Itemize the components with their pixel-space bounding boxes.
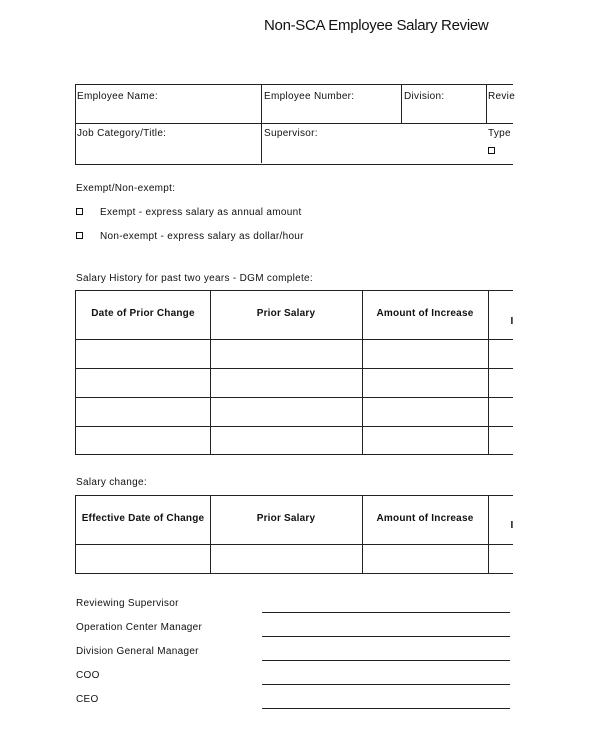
col-header-amount-increase: Amount of Increase bbox=[376, 308, 474, 319]
row-divider bbox=[76, 339, 513, 340]
exempt-heading: Exempt/Non-exempt: bbox=[76, 183, 176, 194]
grid-divider bbox=[401, 85, 402, 123]
signature-line[interactable] bbox=[262, 612, 510, 613]
row-divider bbox=[76, 368, 513, 369]
signature-label-reviewing-supervisor: Reviewing Supervisor bbox=[76, 598, 179, 609]
salary-change-heading: Salary change: bbox=[76, 477, 147, 488]
signature-label-division-general-manager: Division General Manager bbox=[76, 646, 199, 657]
signature-label-ceo: CEO bbox=[76, 694, 99, 705]
job-category-label: Job Category/Title: bbox=[77, 128, 167, 139]
col-header-prior-salary: Prior Salary bbox=[256, 513, 316, 524]
exempt-checkbox[interactable] bbox=[76, 208, 83, 215]
page-title: Non-SCA Employee Salary Review bbox=[264, 17, 489, 34]
employee-name-label: Employee Name: bbox=[77, 91, 158, 102]
signature-line[interactable] bbox=[262, 636, 510, 637]
salary-history-heading: Salary History for past two years - DGM complete: bbox=[76, 273, 313, 284]
signature-line[interactable] bbox=[262, 660, 510, 661]
employee-number-label: Employee Number: bbox=[264, 91, 355, 102]
col-header-effective-date: Effective Date of Change bbox=[81, 513, 205, 524]
division-label: Division: bbox=[404, 91, 445, 102]
row-divider bbox=[76, 573, 513, 574]
grid-divider bbox=[76, 123, 513, 124]
row-divider bbox=[76, 426, 513, 427]
col-header-date-prior-change: Date of Prior Change bbox=[91, 308, 195, 319]
exempt-option-label: Exempt - express salary as annual amount bbox=[100, 207, 302, 218]
col-header-amount-increase: Amount of Increase bbox=[376, 513, 474, 524]
salary-change-table bbox=[75, 495, 513, 574]
row-divider bbox=[76, 397, 513, 398]
grid-divider bbox=[486, 85, 487, 123]
col-divider bbox=[488, 291, 489, 455]
col-divider bbox=[362, 496, 363, 574]
col-divider bbox=[488, 496, 489, 574]
col-header-truncated: I bbox=[510, 316, 514, 327]
row-divider bbox=[76, 544, 513, 545]
row-divider bbox=[76, 454, 513, 455]
signature-line[interactable] bbox=[262, 708, 510, 709]
col-divider bbox=[210, 496, 211, 574]
grid-divider bbox=[261, 85, 262, 163]
review-label: Revie bbox=[488, 91, 516, 102]
signature-line[interactable] bbox=[262, 684, 510, 685]
signature-label-coo: COO bbox=[76, 670, 100, 681]
type-checkbox[interactable] bbox=[488, 147, 495, 154]
col-header-prior-salary: Prior Salary bbox=[256, 308, 316, 319]
non-exempt-option-label: Non-exempt - express salary as dollar/hour bbox=[100, 231, 304, 242]
col-header-truncated: I bbox=[510, 520, 514, 531]
supervisor-label: Supervisor: bbox=[264, 128, 318, 139]
non-exempt-checkbox[interactable] bbox=[76, 232, 83, 239]
type-label: Type bbox=[488, 128, 511, 139]
signature-label-operation-center-manager: Operation Center Manager bbox=[76, 622, 203, 633]
